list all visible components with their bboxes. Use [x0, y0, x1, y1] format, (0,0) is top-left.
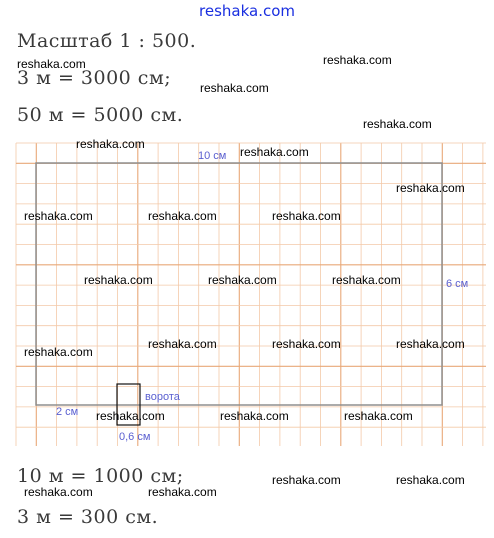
- watermark: reshaka.com: [240, 145, 309, 159]
- equation-line-4: 3 м = 300 см.: [17, 506, 159, 528]
- watermark: reshaka.com: [76, 137, 145, 151]
- watermark: reshaka.com: [148, 209, 217, 223]
- equation-line-3: 10 м = 1000 см;: [17, 465, 184, 487]
- offset-label: 2 см: [56, 406, 79, 418]
- watermark: reshaka.com: [24, 345, 93, 359]
- watermark: reshaka.com: [272, 473, 341, 487]
- watermark: reshaka.com: [24, 485, 93, 499]
- site-title[interactable]: reshaka.com: [199, 2, 295, 20]
- gate-label: ворота: [145, 391, 180, 403]
- width-label: 10 см: [198, 150, 227, 162]
- gate-width-label: 0,6 см: [119, 431, 151, 443]
- watermark: reshaka.com: [272, 209, 341, 223]
- watermark: reshaka.com: [148, 485, 217, 499]
- watermark: reshaka.com: [396, 181, 465, 195]
- watermark: reshaka.com: [344, 409, 413, 423]
- watermark: reshaka.com: [220, 409, 289, 423]
- scale-line: Масштаб 1 : 500.: [17, 30, 197, 52]
- watermark: reshaka.com: [24, 209, 93, 223]
- watermark: reshaka.com: [396, 337, 465, 351]
- watermark: reshaka.com: [332, 273, 401, 287]
- watermark: reshaka.com: [84, 273, 153, 287]
- watermark: reshaka.com: [96, 409, 165, 423]
- watermark: reshaka.com: [208, 273, 277, 287]
- watermark: reshaka.com: [396, 473, 465, 487]
- height-label: 6 см: [446, 278, 469, 290]
- watermark: reshaka.com: [363, 117, 432, 131]
- watermark: reshaka.com: [148, 337, 217, 351]
- watermark: reshaka.com: [323, 53, 392, 67]
- watermark: reshaka.com: [200, 81, 269, 95]
- equation-line-2: 50 м = 5000 см.: [17, 104, 184, 126]
- equation-line-1: 3 м = 3000 см;: [17, 67, 172, 89]
- watermark: reshaka.com: [17, 57, 86, 71]
- watermark: reshaka.com: [272, 337, 341, 351]
